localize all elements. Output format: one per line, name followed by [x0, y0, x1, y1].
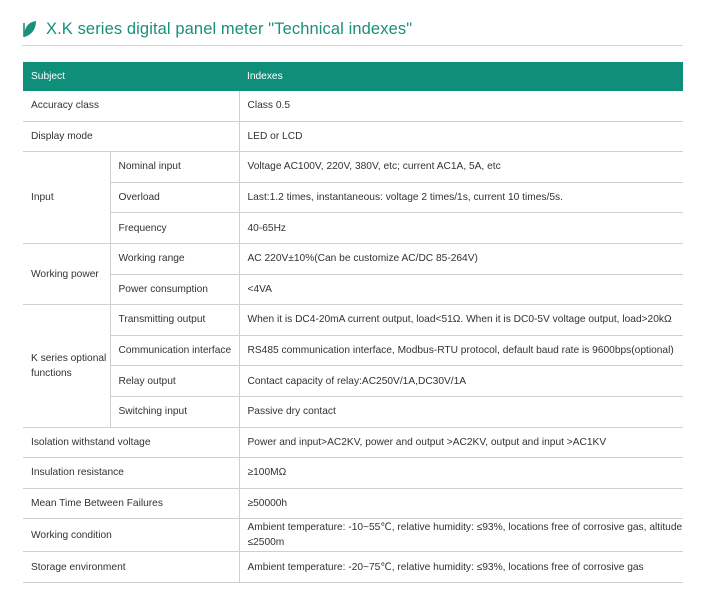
value-cell: Ambient temperature: -20~75℃, relative humidity: ≤93%, locations free of corrosive gas [239, 552, 683, 583]
sub-item-cell: Power consumption [110, 274, 239, 305]
table-row [23, 182, 683, 213]
page-header [22, 16, 412, 42]
value-cell: <4VA [239, 274, 683, 305]
sub-item-cell: Overload [110, 182, 239, 213]
table-row [23, 552, 683, 583]
table-row [23, 243, 683, 274]
value-cell: 40-65Hz [239, 213, 683, 244]
table-row [23, 335, 683, 366]
table-row [23, 121, 683, 152]
spec-table [23, 62, 683, 583]
value-cell: Class 0.5 [239, 91, 683, 121]
table-row [23, 274, 683, 305]
subject-cell: Isolation withstand voltage [23, 427, 239, 458]
value-cell: Last:1.2 times, instantaneous: voltage 2 times/1s, current 10 times/5s. [239, 182, 683, 213]
group-subject-cell: Working power [23, 243, 110, 304]
sub-item-cell: Nominal input [110, 152, 239, 183]
subject-cell: Storage environment [23, 552, 239, 583]
group-subject-cell: Input [23, 152, 110, 244]
group-subject-cell: K series optional functions [23, 305, 110, 427]
table-row [23, 427, 683, 458]
value-cell: ≥100MΩ [239, 458, 683, 489]
sub-item-cell: Working range [110, 243, 239, 274]
table-header-row [23, 62, 683, 91]
leaf-icon [22, 20, 38, 38]
value-cell: RS485 communication interface, Modbus-RTU protocol, default baud rate is 9600bps(optional) [239, 335, 683, 366]
subject-cell: Accuracy class [23, 91, 239, 121]
table-row [23, 152, 683, 183]
value-cell: Ambient temperature: -10~55℃, relative humidity: ≤93%, locations free of corrosive gas, altitude ≤2500m [239, 519, 683, 552]
page-title: X.K series digital panel meter "Technical indexes" [46, 19, 413, 38]
title-divider [22, 45, 683, 46]
table-row [23, 519, 683, 552]
subject-cell: Mean Time Between Failures [23, 488, 239, 519]
sub-item-cell: Relay output [110, 366, 239, 397]
subject-cell: Display mode [23, 121, 239, 152]
subject-cell: Insulation resistance [23, 458, 239, 489]
sub-item-cell: Switching input [110, 396, 239, 427]
header-indexes: Indexes [239, 62, 683, 91]
sub-item-cell: Communication interface [110, 335, 239, 366]
value-cell: Power and input>AC2KV, power and output >AC2KV, output and input >AC1KV [239, 427, 683, 458]
subject-cell: Working condition [23, 519, 239, 552]
table-row [23, 91, 683, 121]
table-row [23, 305, 683, 336]
sub-item-cell: Transmitting output [110, 305, 239, 336]
table-row [23, 213, 683, 244]
table-row [23, 458, 683, 489]
sub-item-cell: Frequency [110, 213, 239, 244]
value-cell: Passive dry contact [239, 396, 683, 427]
table-row [23, 396, 683, 427]
value-cell: AC 220V±10%(Can be customize AC/DC 85-264V) [239, 243, 683, 274]
table-row [23, 488, 683, 519]
table-row [23, 366, 683, 397]
header-subject: Subject [23, 62, 239, 91]
value-cell: When it is DC4-20mA current output, load<51Ω. When it is DC0-5V voltage output, load>20kΩ [239, 305, 683, 336]
value-cell: LED or LCD [239, 121, 683, 152]
value-cell: ≥50000h [239, 488, 683, 519]
value-cell: Voltage AC100V, 220V, 380V, etc; current AC1A, 5A, etc [239, 152, 683, 183]
value-cell: Contact capacity of relay:AC250V/1A,DC30V/1A [239, 366, 683, 397]
